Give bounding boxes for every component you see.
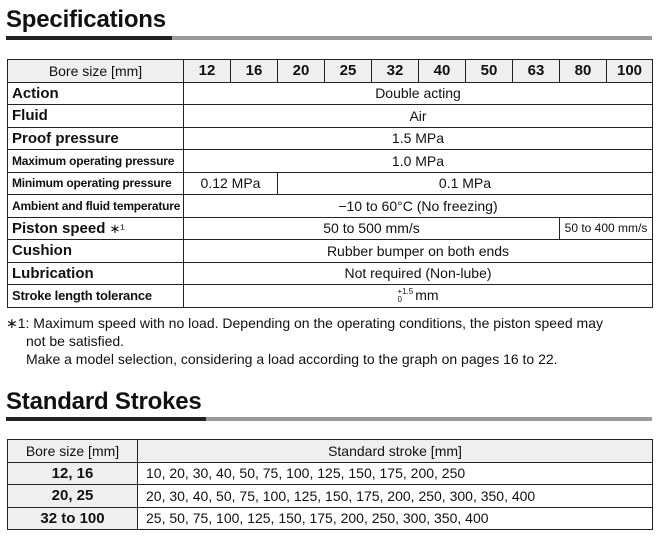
bore-25: 25	[325, 60, 372, 83]
strokes-cell: 10, 20, 30, 40, 50, 75, 100, 125, 150, 175, 200, 250	[138, 462, 653, 485]
tolerance-values	[397, 288, 413, 304]
spec-row-min-operating-pressure	[8, 172, 653, 195]
strokes-row	[8, 485, 653, 508]
standard-strokes-title: Standard Strokes	[6, 388, 202, 415]
strokes-row	[8, 507, 653, 530]
piston-speed-label: Piston speed	[12, 219, 106, 237]
footnote-line-1: Maximum speed with no load. Depending on the operating conditions, the piston speed may	[33, 315, 603, 331]
row-value-large-bore: 50 to 400 mm/s	[560, 217, 653, 240]
spec-row-max-operating-pressure	[8, 150, 653, 173]
spec-row-cushion	[8, 240, 653, 263]
row-value: Rubber bumper on both ends	[184, 240, 653, 263]
row-value: Not required (Non-lube)	[184, 262, 653, 285]
row-label	[8, 217, 184, 240]
row-label: Cushion	[8, 240, 184, 263]
bore-16: 16	[231, 60, 278, 83]
bore-80: 80	[560, 60, 607, 83]
row-value: −10 to 60°C (No freezing)	[184, 195, 653, 218]
bore-cell: 20, 25	[8, 485, 138, 508]
row-label: Proof pressure	[8, 127, 184, 150]
footnote	[6, 314, 654, 368]
spec-row-lubrication	[8, 262, 653, 285]
strokes-cell: 20, 30, 40, 50, 75, 100, 125, 150, 175, 200, 250, 300, 350, 400	[138, 485, 653, 508]
footnote-line-3: Make a model selection, considering a load according to the graph on pages 16 to 22.	[26, 351, 558, 367]
standard-stroke-header: Standard stroke [mm]	[138, 440, 653, 463]
bore-32: 32	[372, 60, 419, 83]
tolerance-lower: 0	[397, 295, 402, 305]
row-label: Ambient and fluid temperature	[8, 195, 184, 218]
row-value: Double acting	[184, 82, 653, 105]
standard-strokes-title-rule	[6, 417, 652, 421]
row-value: Air	[184, 105, 653, 128]
bore-63: 63	[513, 60, 560, 83]
bore-size-header: Bore size [mm]	[8, 440, 138, 463]
row-label: Stroke length tolerance	[8, 285, 184, 308]
row-value: 50 to 500 mm/s	[184, 217, 560, 240]
strokes-header-row	[8, 440, 653, 463]
spec-header-row	[8, 60, 653, 83]
bore-size-header: Bore size [mm]	[8, 60, 184, 83]
tolerance-upper: +1.5	[397, 287, 414, 297]
bore-50: 50	[466, 60, 513, 83]
row-value	[184, 285, 653, 308]
bore-20: 20	[278, 60, 325, 83]
row-value-12: 0.12 MPa	[184, 172, 278, 195]
specifications-table	[7, 59, 653, 308]
row-label: Fluid	[8, 105, 184, 128]
footnote-line-2: not be satisfied.	[26, 333, 125, 349]
spec-row-proof-pressure	[8, 127, 653, 150]
footnote-marker: ∗¹	[109, 220, 125, 236]
spec-row-fluid	[8, 105, 653, 128]
footnote-mark: ∗1:	[6, 315, 30, 331]
tolerance-unit: mm	[415, 287, 439, 304]
row-label: Lubrication	[8, 262, 184, 285]
strokes-row	[8, 462, 653, 485]
row-value: 1.0 MPa	[184, 150, 653, 173]
row-label: Minimum operating pressure	[8, 172, 184, 195]
bore-cell: 12, 16	[8, 462, 138, 485]
strokes-cell: 25, 50, 75, 100, 125, 150, 175, 200, 250, 300, 350, 400	[138, 507, 653, 530]
row-value: 1.5 MPa	[184, 127, 653, 150]
spec-row-stroke-tolerance	[8, 285, 653, 308]
bore-12: 12	[184, 60, 231, 83]
specifications-title-rule	[6, 36, 652, 40]
row-label: Action	[8, 82, 184, 105]
spec-row-action	[8, 82, 653, 105]
bore-100: 100	[607, 60, 653, 83]
row-label: Maximum operating pressure	[8, 150, 184, 173]
spec-row-piston-speed	[8, 217, 653, 240]
spec-row-ambient-temperature	[8, 195, 653, 218]
specifications-title: Specifications	[6, 6, 166, 33]
bore-40: 40	[419, 60, 466, 83]
bore-cell: 32 to 100	[8, 507, 138, 530]
row-value-rest: 0.1 MPa	[278, 172, 653, 195]
standard-strokes-table	[7, 439, 653, 530]
